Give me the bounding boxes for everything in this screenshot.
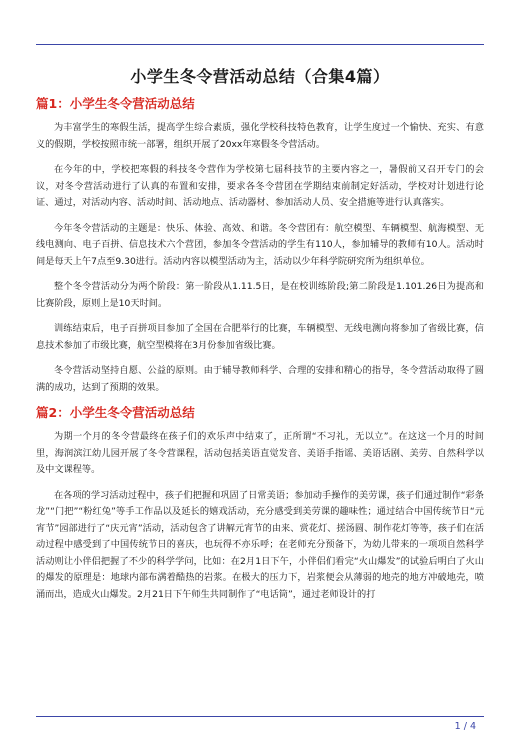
paragraph: 训练结束后，电子百拼项目参加了全国在合肥举行的比赛，车辆模型、无线电测向将参加了省级比赛，信息技术参加了市级比赛，航空型模将在3月份参加省级比赛。 bbox=[36, 323, 484, 351]
document-body bbox=[36, 96, 484, 612]
paragraph: 整个冬令营活动分为两个阶段：第一阶段从1.11.5日，是在校训练阶段;第二阶段是1.101.26日为提高和比赛阶段，原则上是10天时间。 bbox=[36, 281, 484, 309]
paragraph: 为丰富学生的寒假生活，提高学生综合素质，强化学校科技特色教育，让学生度过一个愉快、充实、有意义的假期，学校按照市统一部署，组织开展了20xx年寒假冬令营活动。 bbox=[36, 122, 484, 150]
section-heading-2: 篇2：小学生冬令营活动总结 bbox=[36, 405, 195, 420]
paragraph: 冬令营活动坚持自愿、公益的原则。由于辅导教师科学、合理的安排和精心的指导，冬令营活动取得了圆满的成功，达到了预期的效果。 bbox=[36, 365, 484, 393]
document-title: 小学生冬令营活动总结（合集4篇） bbox=[130, 67, 390, 86]
header-rule bbox=[36, 44, 484, 45]
footer-rule bbox=[36, 716, 484, 717]
paragraph: 在今年的中，学校把寒假的科技冬令营作为学校第七届科技节的主要内容之一，暑假前又召开专门的会议，对冬令营活动进行了认真的布置和安排，要求各冬令营团在学期结束前制定好活动，学校对计划进行论证、通过，对活动内容、活动时间、活动地点、活动器材、参加活动人员、安全措施等进行认真落实。 bbox=[36, 164, 484, 208]
section-heading-1: 篇1：小学生冬令营活动总结 bbox=[36, 96, 195, 111]
paragraph: 今年冬令营活动的主题是：快乐、体验、高效、和谐。冬令营团有：航空模型、车辆模型、航海模型、无线电测向、电子百拼、信息技术六个营团，参加冬令营活动的学生有110人，参加辅导的教师有10人。活动时间是每天上午7点至9.30进行。活动内容以模型活动为主，活动以少年科学院研究所为组织单位。 bbox=[36, 222, 484, 267]
page-indicator: 1 / 4 bbox=[454, 721, 476, 732]
paragraph: 在各项的学习活动过程中，孩子们把握和巩固了日常美语；参加动手操作的美劳课，孩子们通过制作“彩条龙”“门把”“粉红兔”等手工作品以及延长的嬉戏活动，充分感受到美劳课的趣味性；通过结合中国传统节日“元宵节”园部进行了“庆元宵”活动，活动包含了讲解元宵节的由来、赏花灯、搓汤圆、制作花灯等等，孩子们在活动过程中感受到了中国传统节日的喜庆，也玩得不亦乐呼；在老师充分预备下，为幼儿带来的一项项自然科学活动则让小伴侣把握了不少的科学学问，比如：在2月1日下午，小伴侣们看完“火山爆发”的试验后明白了火山的爆发的原理是：地球内部布满着酷热的岩浆。在极大的压力下，岩浆便会从薄弱的地壳的地方冲破地壳，喷涌而出，造成火山爆发。2月21日下午师生共同制作了“电话筒”，通过老师设计的打 bbox=[36, 489, 484, 600]
paragraph: 为期一个月的冬令营最终在孩子们的欢乐声中结束了，正所谓“不习礼，无以立”。在这这一个月的时间里，海润滨江幼儿园开展了冬令营课程，活动包括美语直觉发音、美语手指谣、美语话剧、美劳、自然科学以及中文课程等。 bbox=[36, 431, 484, 475]
